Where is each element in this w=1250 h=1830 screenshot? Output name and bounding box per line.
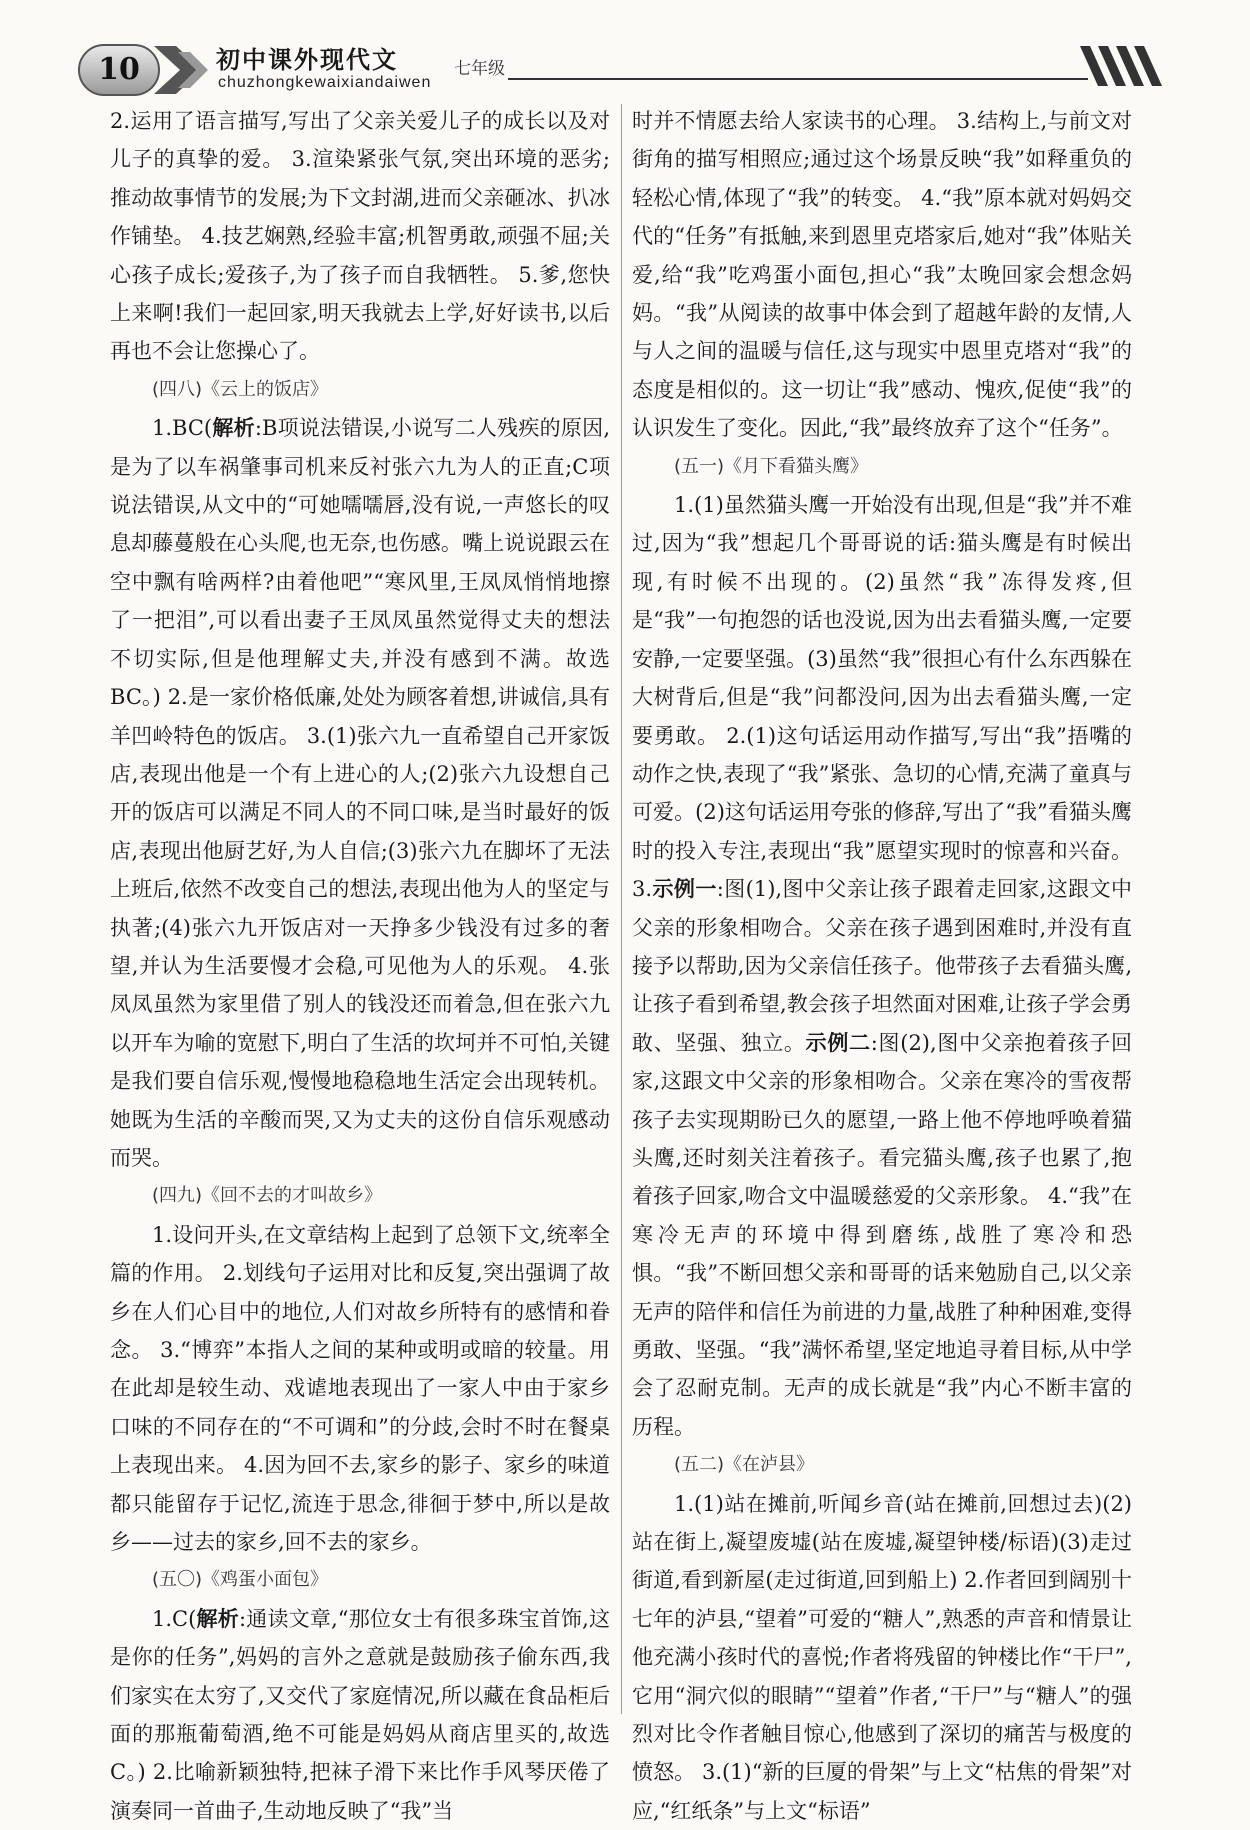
answer-paragraph-49: 1.设问开头,在文章结构上起到了总领下文,统率全篇的作用。 2.划线句子运用对比和反复,突出强调了故乡在人们心目中的地位,人们对故乡所特有的感情和眷念。 3.“博弈”本指人之间的某种或明或暗的较量。用在此却是较生动、戏谑地表现出了一家人中由于家乡口味的不同存在的“不可调和”的分歧,会时不时在餐桌上表现出来。 4.因为回不去,家乡的影子、家乡的味道都只能留存于记忆,流连于思念,徘徊于梦中,所以是故乡——过去的家乡,回不去的家乡。 (110, 1222, 610, 1555)
section-heading-51: (五一)《月下看猫头鹰》 (674, 455, 869, 477)
answer-paragraph: 2.运用了语言描写,写出了父亲关爱儿子的成长以及对儿子的真挚的爱。 3.渲染紧张气氛,突出环境的恶劣;推动故事情节的发展;为下文封湖,进而父亲砸冰、扒冰作铺垫。 4.技艺娴熟,经验丰富;机智勇敢,顽强不屈;关心孩子成长;爱孩子,为了孩子而自我牺牲。 5.爹,您快上来啊!我们一起回家,明天我就去上学,好好读书,以后再也不会让您操心了。 (110, 109, 610, 364)
book-title: 初中课外现代文 (216, 46, 398, 74)
book-title-pinyin: chuzhongkewaixiandaiwen (218, 74, 432, 91)
header-stripes-icon (1078, 44, 1168, 88)
example-two-label: 示例二 (805, 1029, 871, 1055)
answer-paragraph-48: 1.BC(解析:B项说法错误,小说写二人残疾的原因,是为了以车祸肇事司机来反衬张六九为人的正直;C项说法错误,从文中的“可她嚅嚅唇,没有说,一声悠长的叹息却藤蔓般在心头爬,也无奈,也伤感。嘴上说说跟云在空中飘有啥两样?由着他吧”“寒风里,王凤凤悄悄地擦了一把泪”,可以看出妻子王凤凤虽然觉得丈夫的想法不切实际,但是他理解丈夫,并没有感到不满。故选BC。) 2.是一家价格低廉,处处为顾客着想,讲诚信,具有羊凹岭特色的饭店。 3.(1)张六九一直希望自己开家饭店,表现出他是一个有上进心的人;(2)张六九设想自己开的饭店可以满足不同人的不同口味,是当时最好的饭店,表现出他厨艺好,为人自信;(3)张六九在脚坏了无法上班后,依然不改变自己的想法,表现出他为人的坚定与执著;(4)张六九开饭店对一天挣多少钱没有过多的奢望,并认为生活要慢才会稳,可见他为人的乐观。 4.张凤凤虽然为家里借了别人的钱没还而着急,但在张六九以开车为喻的宽慰下,明白了生活的坎坷并不可怕,关键是我们要自信乐观,慢慢地稳稳地生活定会出现转机。她既为生活的辛酸而哭,又为丈夫的这份自信乐观感动而哭。 (110, 415, 611, 1170)
page-number: 10 (78, 44, 160, 96)
section-heading-52: (五二)《在泸县》 (674, 1454, 815, 1476)
section-heading-50: (五〇)《鸡蛋小面包》 (152, 1569, 329, 1591)
page-header (78, 40, 1168, 98)
answer-paragraph-50: 1.C(解析:通读文章,“那位女士有很多珠宝首饰,这是你的任务”,妈妈的言外之意就是鼓励孩子偷东西,我们家实在太穷了,又交代了家庭情况,所以藏在食品柜后面的那瓶葡萄酒,绝不可能是妈妈从商店里买的,故选C。) 2.比喻新颖独特,把袜子滑下来比作手风琴厌倦了演奏同一首曲子,生动地反映了“我”当 (110, 1605, 610, 1823)
answer-paragraph-51: 1.(1)虽然猫头鹰一开始没有出现,但是“我”并不难过,因为“我”想起几个哥哥说的话:猫头鹰是有时候出现,有时候不出现的。(2)虽然“我”冻得发疼,但是“我”一句抱怨的话也没说,因为出去看猫头鹰,一定要安静,一定要坚强。(3)虽然“我”很担心有什么东西躲在大树背后,但是“我”问都没问,因为出去看猫头鹰,一定要勇敢。 2.(1)这句话运用动作描写,写出“我”捂嘴的动作之快,表现了“我”紧张、急切的心情,充满了童真与可爱。(2)这句话运用夸张的修辞,写出了“我”看猫头鹰时的投入专注,表现出“我”愿望实现时的惊喜和兴奋。 3.示例一:图(1),图中父亲让孩子跟着走回家,这跟文中父亲的形象相吻合。父亲在孩子遇到困难时,并没有直接予以帮助,因为父亲信任孩子。他带孩子去看猫头鹰,让孩子看到希望,教会孩子坦然面对困难,让孩子学会勇敢、坚强、独立。示例二:图(2),图中父亲抱着孩子回家,这跟文中父亲的形象相吻合。父亲在寒冷的雪夜帮孩子去实现期盼已久的愿望,一路上他不停地呼唤着猫头鹰,还时刻关注着孩子。看完猫头鹰,孩子也累了,抱着孩子回家,吻合文中温暖慈爱的父亲形象。 4.“我”在寒冷无声的环境中得到磨练,战胜了寒冷和恐惧。“我”不断回想父亲和哥哥的话来勉励自己,以父亲无声的陪伴和信任为前进的力量,战胜了种种困难,变得勇敢、坚强。“我”满怀希望,坚定地追寻着目标,从中学会了忍耐克制。无声的成长就是“我”内心不断丰富的历程。 (632, 493, 1133, 1439)
analysis-label: 解析 (212, 415, 255, 441)
column-divider (621, 104, 622, 1714)
example-one-label: 示例一 (652, 876, 717, 902)
left-column (110, 102, 610, 1830)
answer-paragraph-50-cont: 时并不情愿去给人家读书的心理。 3.结构上,与前文对街角的描写相照应;通过这个场景反映“我”如释重负的轻松心情,体现了“我”的转变。 4.“我”原本就对妈妈交代的“任务”有抵触,来到恩里克塔家后,她对“我”体贴关爱,给“我”吃鸡蛋小面包,担心“我”太晚回家会想念妈妈。“我”从阅读的故事中体会到了超越年龄的友情,人与人之间的温暖与信任,这与现实中恩里克塔对“我”的态度是相似的。这一切让“我”感动、愧疚,促使“我”的认识发生了变化。因此,“我”最终放弃了这个“任务”。 (632, 109, 1132, 441)
section-heading-48: (四八)《云上的饭店》 (152, 378, 329, 400)
header-chevron-icon (154, 46, 224, 94)
analysis-label: 解析 (196, 1605, 239, 1631)
section-heading-49: (四九)《回不去的才叫故乡》 (152, 1185, 383, 1207)
right-column (632, 102, 1132, 1830)
answer-paragraph-52: 1.(1)站在摊前,听闻乡音(站在摊前,回想过去)(2)站在街上,凝望废墟(站在废墟,凝望钟楼/标语)(3)走过街道,看到新屋(走过街道,回到船上) 2.作者回到阔别十七年的泸县,“望着”可爱的“糖人”,熟悉的声音和情景让他充满小孩时代的喜悦;作者将残留的钟楼比作“干尸”,它用“洞穴似的眼睛”“望着”作者,“干尸”与“糖人”的强烈对比令作者触目惊心,他感到了深切的痛苦与极度的愤怒。 3.(1)“新的巨厦的骨架”与上文“枯焦的骨架”对应,“红纸条”与上文“标语” (632, 1491, 1132, 1823)
grade-label: 七年级 (454, 59, 505, 79)
header-rule (508, 78, 1088, 80)
